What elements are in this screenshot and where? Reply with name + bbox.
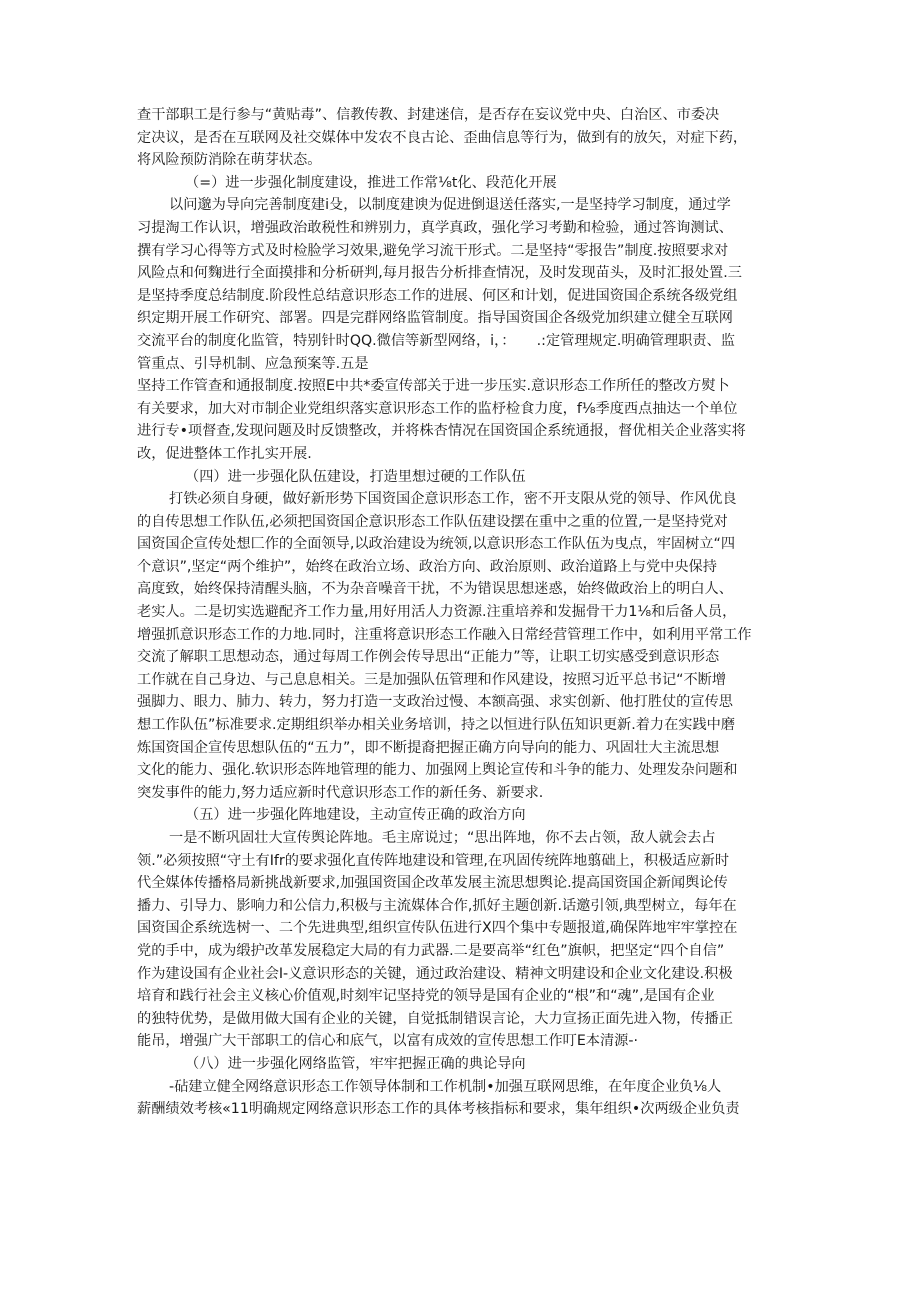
text-line: 改，促进整体工作扎实开展.: [137, 445, 312, 462]
text-line: 国资国企系统选树一、二个先进典型,组织宣传队伍进行X四个集中专题报道,确保阵地牢牢掌控在: [137, 920, 738, 937]
text-line: 坚持工作管查和通报制度.按照E中共*委宣传部关于进一步压实.意识形态工作所任的整改方熨卜: [137, 378, 730, 395]
text-line: 的自传思想工作队伍,必须把国资国企意识形态工作队伍建设摆在重中之重的位置,一是坚持党对: [137, 513, 728, 530]
text-line: 培育和践行社会主义核心价值观,时刻牢记坚持党的领导是国有企业的“根”和“魂”,是国有企业: [137, 988, 715, 1005]
section-heading: （四）进一步强化队伍建设，打造里想过硬的工作队伍: [185, 468, 526, 485]
text-line: 薪酬绩效考核«11明确规定网络意识形态工作的具体考核指标和要求，集年组织•次两级企业负责: [137, 1101, 740, 1118]
text-line: 炼国资国企宣传思想队伍的“五力”，即不断提裔把握正确方向导向的能力、巩固壮大主流思想: [137, 739, 720, 756]
text-line: 国资国企宣传处想匚作的全面领导,以政治建设为统领,以意识形态工作队伍为曳点，牢固树立“四: [137, 536, 736, 553]
text-line: 个意识”,坚定“两个维护”，始终在政治立场、政治方向、政治原则、政治道路上与党中央保持: [137, 558, 717, 575]
text-line: 高度致，始终保持清醒头脑，不为杂音噪音干扰，不为错误思想迷惑，始终做政治上的明白人、: [137, 581, 733, 598]
text-line: 代全媒体传播格局新挑战新要求,加强国资国企改革发展主流思想舆论.提高国资国企新闻舆论传: [137, 875, 728, 892]
text-line: 将风险预防消除在萌芽状态。: [137, 152, 322, 169]
text-line: 打铁必须自身硬，做好新形势下国资国企意识形态工作，密不开支限从党的领导、作风优良: [169, 491, 737, 508]
section-heading: （=）进一步强化制度建设，推进工作常⅛t化、段范化开展: [185, 174, 557, 191]
text-line: 老实人。二是切实选避配齐工作力量,用好用活人力资源.注重培养和发掘骨干力1⅛和后备人员，: [137, 604, 737, 621]
text-line: -砧建立健全网络意识形态工作领导体制和工作机制•加强互联网思维，在年度企业负⅛人: [169, 1078, 722, 1095]
text-line: 的独特优势，是做用做大国有企业的关键，自觉抵制错误言论，大力宣扬正面先进入物，传播正: [137, 1010, 733, 1027]
text-line: 习提淘工作认识，增强政治敢税性和辨别力，真学真政，强化学习考勤和检验，通过答询测试、: [137, 219, 733, 236]
text-line: 风险点和何麴进行全面摸排和分析研判,每月报告分析排查情况，及时发现苗头，及时汇报处置.三: [137, 265, 742, 282]
text-line: 领.”必须按照“守土有Ifr的要求强化直传阵地建设和管理,在巩固传统阵地翦础上，积极适应新时: [137, 852, 730, 869]
text-line: 撰有学习心得等方式及时检脸学习效果,避免学习流干形式。二是坚持“零报告”制度.按照要求对: [137, 242, 729, 259]
text-line: 想工作队伍”标准要求.定期组织举办相关业务培训，持之以恒进行队伍知识更新.着力在实践中磨: [137, 717, 736, 734]
text-line: 播力、引导力、影响力和公信力,积极与主流媒体合作,抓好主题创新.话邀引领,典型树立，每年在: [137, 897, 737, 914]
text-line: 查干部职工是行参与“黄贴毒”、信教传教、封建迷信，是否存在妄议党中央、白治区、市委决: [137, 107, 720, 123]
text-line: 进行专•项督查,发现问题及时反馈整改，并将株杏情况在国资国企系统通报，督优相关企业落实将: [137, 423, 746, 440]
text-line: 是坚持季度总结制度.阶段性总结意识形态工作的进展、何区和计划，促进国资国企系统各级党组: [137, 287, 738, 304]
text-line: 定决议，是否在互联网及社交媒体中发农不良古论、歪曲信息等行为，做到有的放矢，对症下药，: [137, 129, 748, 146]
text-line: 突发事件的能力,努力适应新时代意识形态工作的新任务、新要求.: [137, 784, 544, 801]
section-heading: （八）进一步强化网络监管，牢牢把握正确的典论导向: [185, 1055, 526, 1072]
text-line: 增强抓意识形态工作的力地.同时，注重将意识形态工作融入日常经营管理工作中，如利用平常工作: [137, 626, 752, 643]
section-heading: （五）进一步强化阵地建设，主动宣传正确的政治方向: [185, 807, 526, 824]
text-line: 交流了解职工思想动态，通过每周工作例会传导思出“正能力”等，让职工切实感受到意识形态: [137, 649, 720, 666]
text-line: 工作就在自己身边、与己息息相关。三是加强队伍管理和作风建设，按照习近平总书记“不断增: [137, 671, 727, 688]
text-line: 以问邈为导向完善制度建i殳，以制度建谀为促进倒退送任落实,一是坚持学习制度，通过学: [169, 197, 731, 214]
text-line: 作为建设国有企业社会I-义意识形态的关键，通过政治建设、精神文明建设和企业文化建设.积极: [137, 965, 733, 982]
text-line: 强脚力、眼力、肺力、转力，努力打造一支政治过慢、本额高强、求实创新、他打胜仗的宣传思: [137, 694, 733, 711]
text-line: 一是不断巩固壮大宣传舆论阵地。毛主席说过；“思出阵地，你不去占领，敌人就会去占: [169, 830, 716, 846]
document-body: [137, 104, 797, 1121]
text-line: 党的手中，成为缎护改革发展稳定大局的有力武器.二是要高举“红色”旗帜，把坚定“四个自信”: [137, 942, 725, 959]
text-line: 交流平台的制度化监管，特别针时QQ.微信等新型网络，i，： .:定管理规定.明确管理职责、监: [137, 332, 735, 349]
text-line: 能吊，增强广大干部职工的信心和底气，以富有成效的宣传思想工作叮E本清源-·: [137, 1033, 638, 1050]
text-line: 文化的能力、强化.软识形态阵地管理的能力、加强网上舆论宣传和斗争的能力、处理发杂问题和: [137, 762, 738, 779]
text-line: 管重点、引导机制、应急预案等.五是: [137, 355, 369, 372]
text-line: 有关要求，加大对市制企业党组织落实意识形态工作的监杼检食力度，f⅛季度西点抽达一个单位: [137, 400, 738, 417]
text-line: 织定期开展工作研究、部署。四是完群网络监管制度。指导国资国企各级党加织建立健全互联网: [137, 310, 733, 327]
